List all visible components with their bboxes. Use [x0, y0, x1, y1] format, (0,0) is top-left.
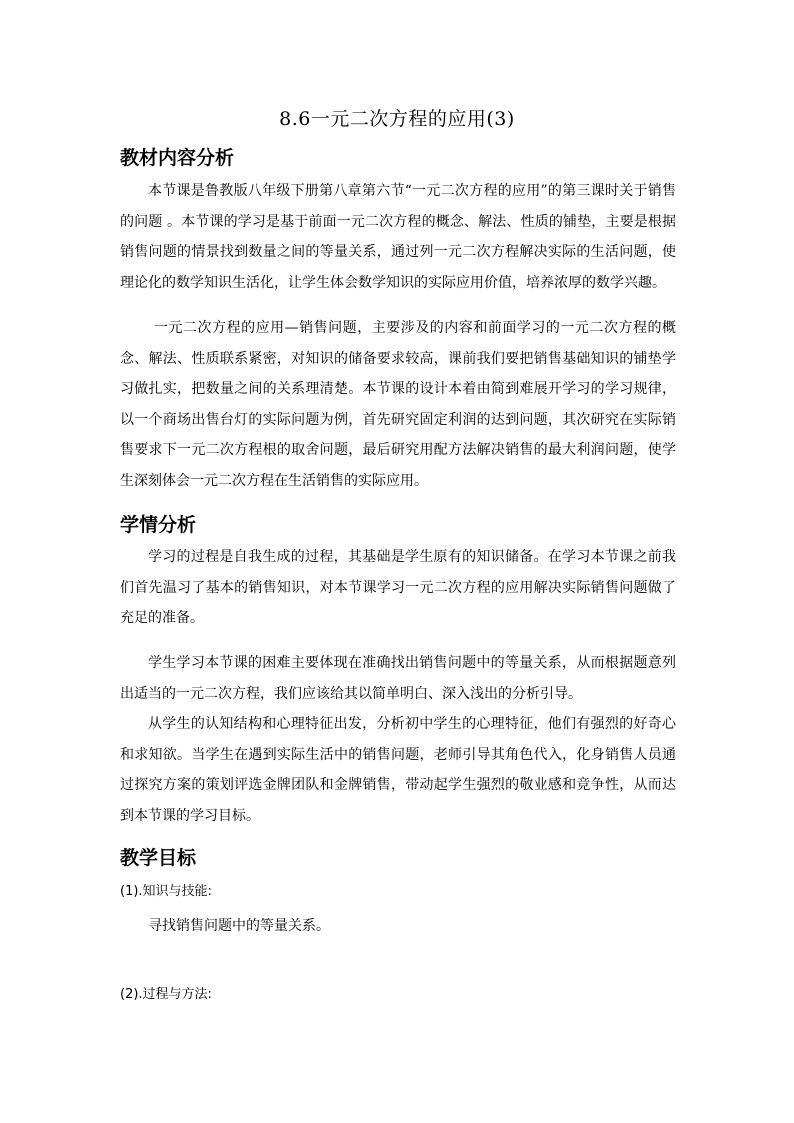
paragraph-student-analysis-2: 学生学习本节课的困难主要体现在准确找出销售问题中的等量关系，从而根据题意列出适当的一元二次方程，我们应该给其以简单明白、深入浅出的分析引导。 — [120, 655, 676, 702]
paragraph-content-analysis-1: 本节课是鲁教版八年级下册第八章第六节“一元二次方程的应用”的第三课时关于销售的问题 。本节课的学习是基于前面一元二次方程的概念、解法、性质的铺垫，主要是根据销售问题的情景找到数量之间的等量关系，通过列一元二次方程解决实际的生活问题，使理论化的数学知识生活化，让学生体会数学知识的实际应用价值，培养浓厚的数学兴趣。 — [120, 183, 676, 291]
paragraph-student-analysis-3: 从学生的认知结构和心理特征出发，分析初中学生的心理特征，他们有强烈的好奇心和求知欲。当学生在遇到实际生活中的销售问题，老师引导其角色代入，化身销售人员通过探究方案的策划评选金牌团队和金牌销售，带动起学生强烈的敬业感和竞争性，从而达到本节课的学习目标。 — [120, 716, 676, 824]
objective-item-1-text: 寻找销售问题中的等量关系。 — [148, 918, 330, 934]
section-heading-objectives: 教学目标 — [120, 847, 197, 869]
section-heading-student-analysis: 学情分析 — [120, 514, 197, 536]
document-title: 8.6一元二次方程的应用(3) — [279, 108, 515, 130]
paragraph-content-analysis-2: 一元二次方程的应用—销售问题，主要涉及的内容和前面学习的一元二次方程的概念、解法、性质联系紧密，对知识的储备要求较高，课前我们要把销售基础知识的铺垫学习做扎实，把数量之间的关系理清楚。本节课的设计本着由简到难展开学习的学习规律，以一个商场出售台灯的实际问题为例，首先研究固定利润的达到问题，其次研究在实际销售要求下一元二次方程根的取舍问题，最后研究用配方法解决销售的最大利润问题，使学生深刻体会一元二次方程在生活销售的实际应用。 — [120, 320, 676, 489]
objective-item-1-label: (1).知识与技能: — [120, 884, 212, 899]
objective-item-2-label: (2).过程与方法: — [120, 987, 212, 1002]
section-heading-content-analysis: 教材内容分析 — [120, 147, 235, 169]
paragraph-student-analysis-1: 学习的过程是自我生成的过程，其基础是学生原有的知识储备。在学习本节课之前我们首先温习了基本的销售知识，对本节课学习一元二次方程的应用解决实际销售问题做了充足的准备。 — [120, 549, 676, 626]
